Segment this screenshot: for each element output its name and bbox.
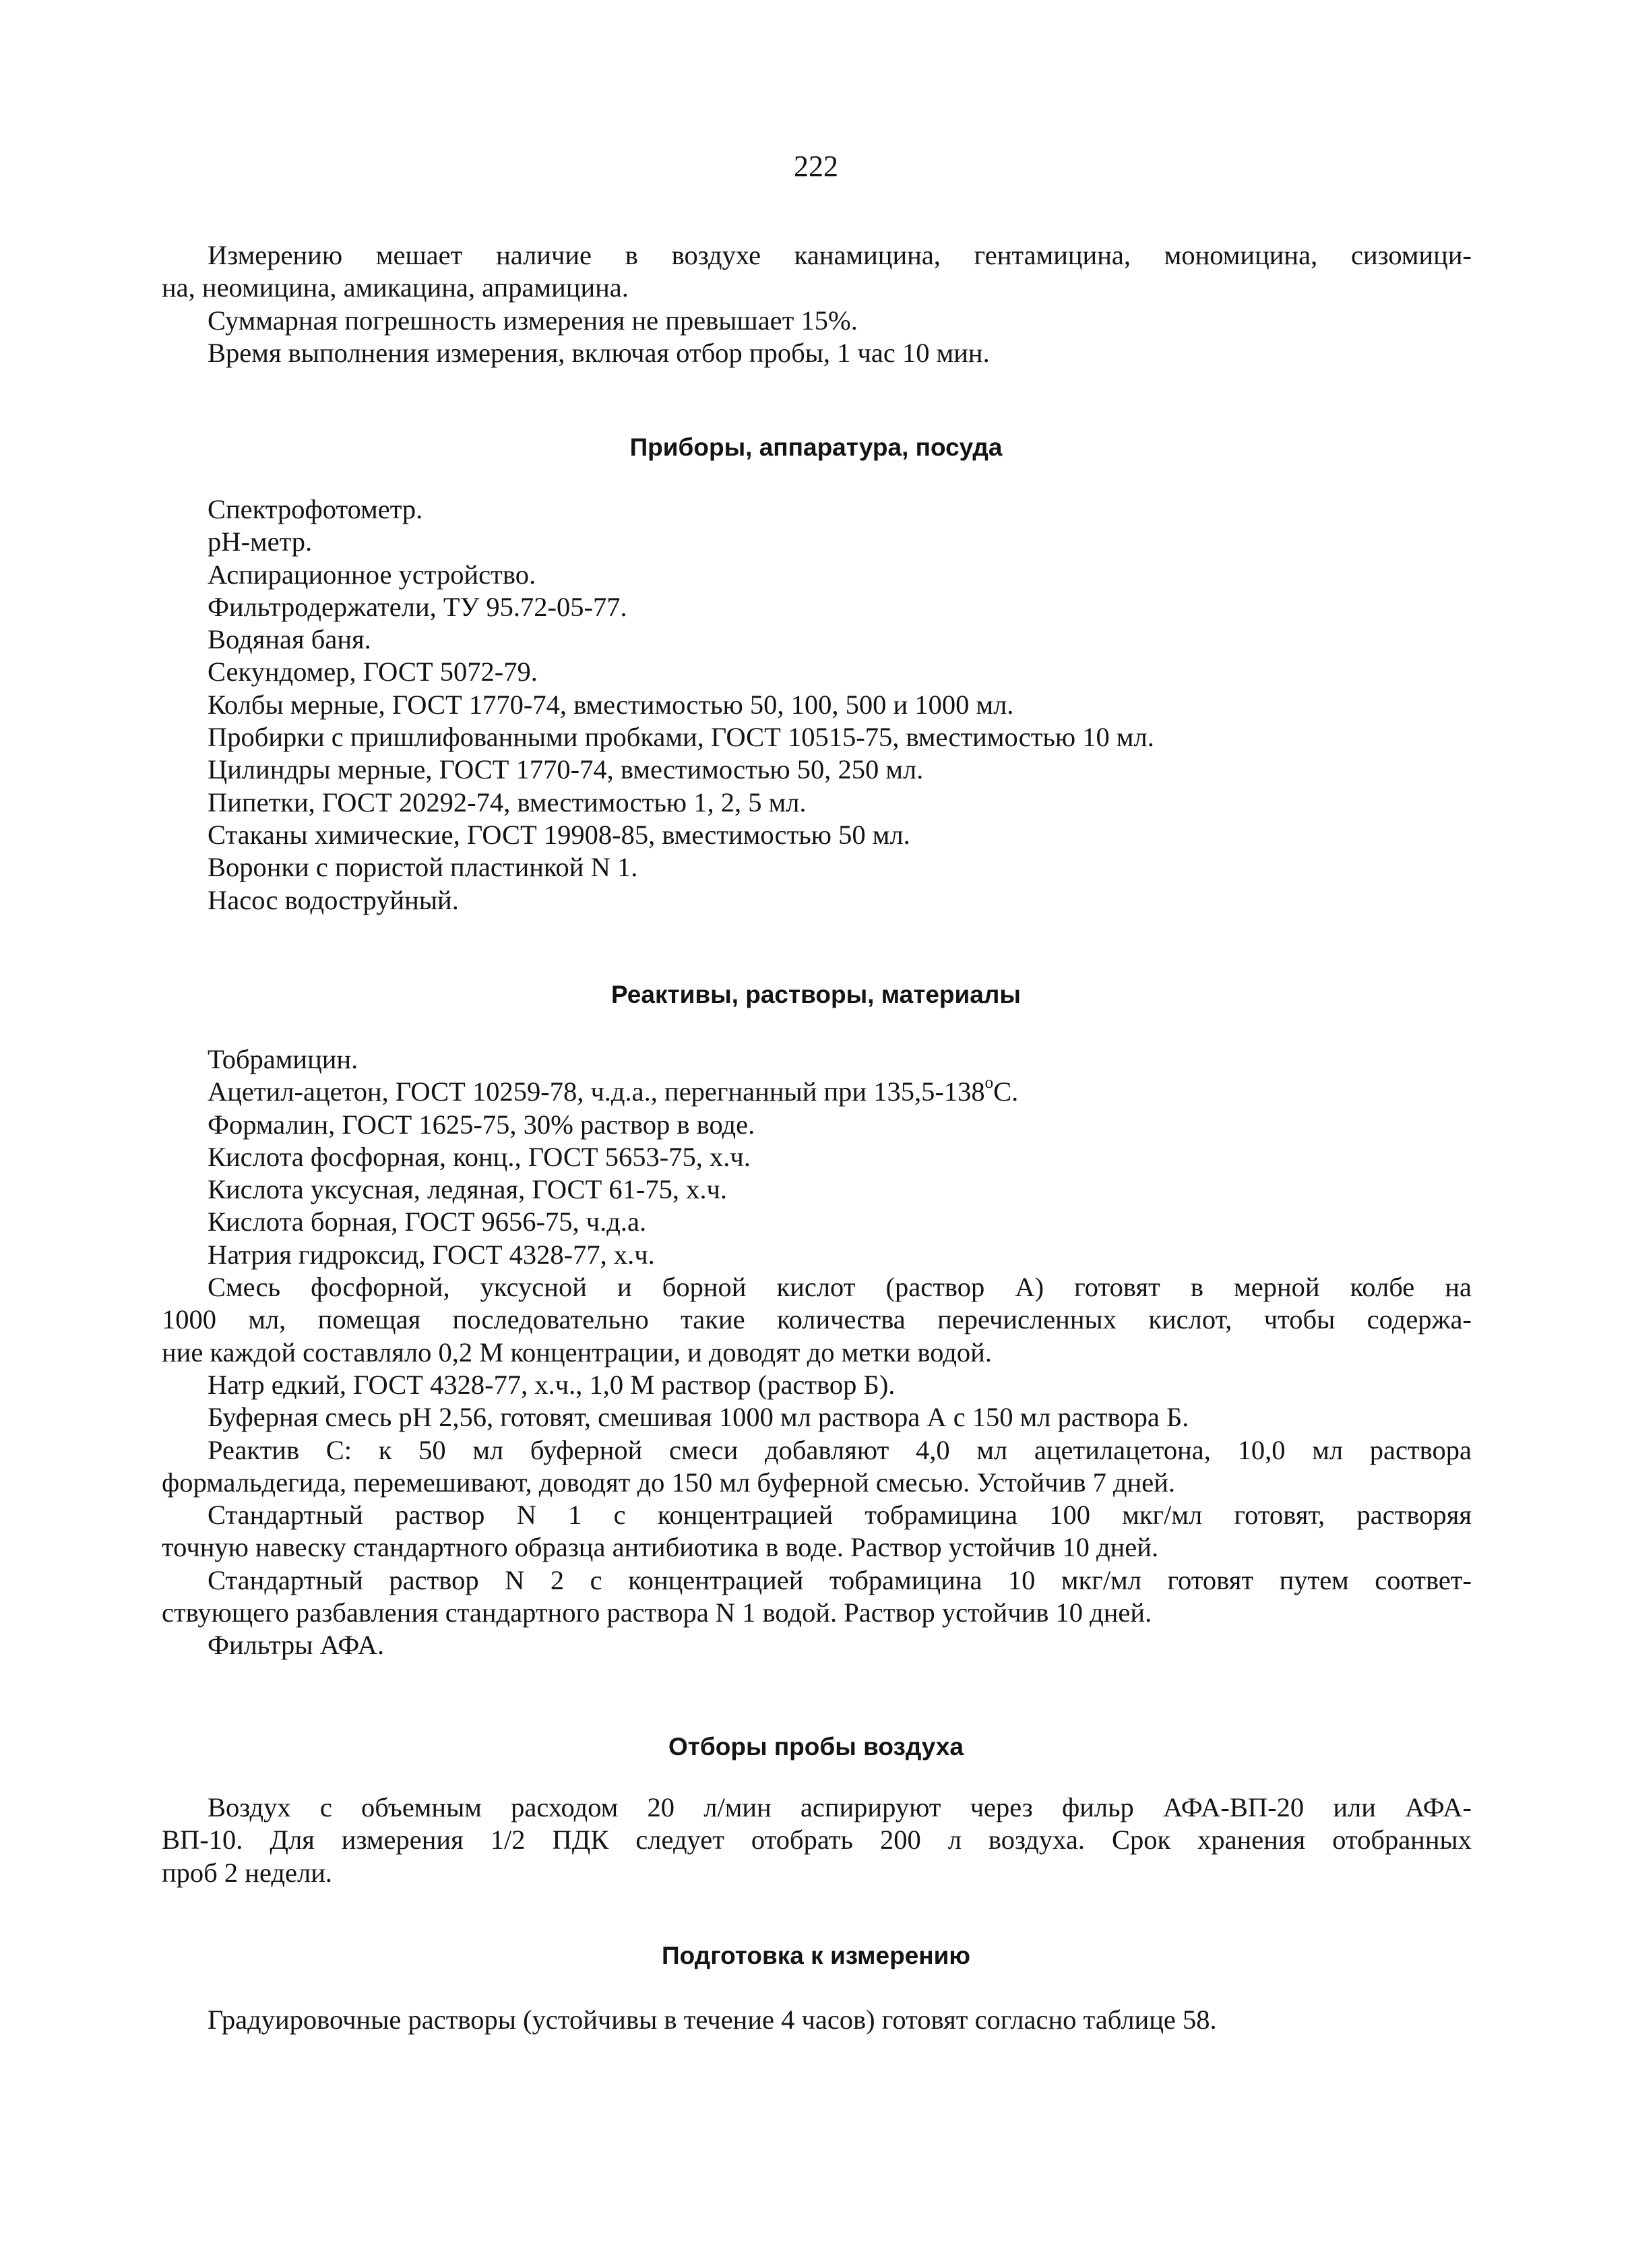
text-line: ние каждой составляло 0,2 М концентрации, и доводят до метки водой. [162,1337,992,1368]
list-item: Кислота борная, ГОСТ 9656-75, ч.д.а. [208,1206,647,1237]
list-item: Насос водоструйный. [208,884,459,915]
section-heading-sampling: Отборы пробы воздуха [668,1733,964,1760]
list-item [162,1076,1472,1108]
text-line: Стандартный раствор N 2 с концентрацией тобрамицина 10 мкг/мл готовят путем соответ- [208,1564,1472,1595]
list-item: Тобрамицин. [208,1044,358,1074]
list-item: pH-метр. [208,526,313,557]
text-line: Время выполнения измерения, включая отбор пробы, 1 час 10 мин. [208,337,990,368]
reagents-list [162,1043,1472,1662]
text-line: Натр едкий, ГОСТ 4328-77, х.ч., 1,0 М раствор (раствор Б). [208,1369,896,1400]
text-line: Градуировочные растворы (устойчивы в течение 4 часов) готовят согласно таблице 58. [208,2004,1217,2035]
preparation-text [162,2004,1472,2036]
section-heading-instruments: Приборы, аппаратура, посуда [629,433,1003,461]
list-item: Стаканы химические, ГОСТ 19908-85, вместимостью 50 мл. [208,819,910,850]
list-item: Секундомер, ГОСТ 5072-79. [208,656,538,687]
section-heading-reagents: Реактивы, растворы, материалы [611,981,1021,1008]
list-item: Кислота уксусная, ледяная, ГОСТ 61-75, х.ч. [208,1174,728,1205]
list-item: Пробирки с пришлифованными пробками, ГОСТ 10515-75, вместимостью 10 мл. [208,722,1154,753]
reagent-text: Ацетил-ацетон, ГОСТ 10259-78, ч.д.а., перегнанный при 135,5-138 [208,1076,985,1107]
text-line: ствующего разбавления стандартного раствора N 1 водой. Раствор устойчив 10 дней. [162,1597,1152,1628]
instruments-list [162,493,1472,917]
list-item: Цилиндры мерные, ГОСТ 1770-74, вместимостью 50, 250 мл. [208,754,924,785]
text-line: Измерению мешает наличие в воздухе канамицина, гентамицина, мономицина, сизомици- [208,240,1472,270]
list-item: Аспирационное устройство. [208,559,536,590]
text-line: Смесь фосфорной, уксусной и борной кислот (раствор А) готовят в мерной колбе на [208,1272,1472,1303]
list-item: Спектрофотометр. [208,494,423,524]
text-line: Суммарная погрешность измерения не превышает 15%. [208,305,858,336]
text-line: Стандартный раствор N 1 с концентрацией тобрамицина 100 мкг/мл готовят, растворяя [208,1500,1472,1531]
list-item: Натрия гидроксид, ГОСТ 4328-77, х.ч. [208,1239,655,1270]
text-line: Реактив С: к 50 мл буферной смеси добавляют 4,0 мл ацетилацетона, 10,0 мл раствора [208,1434,1472,1465]
list-item: Воронки с пористой пластинкой N 1. [208,852,638,883]
text-line: ВП-10. Для измерения 1/2 ПДК следует отобрать 200 л воздуха. Срок хранения отобранных [162,1825,1472,1856]
list-item: Водяная баня. [208,624,371,655]
list-item: Кислота фосфорная, конц., ГОСТ 5653-75, х.ч. [208,1141,751,1172]
intro-text [162,239,1472,369]
degree-sign: о [984,1074,994,1093]
text-line: Буферная смесь pH 2,56, готовят, смешивая 1000 мл раствора А с 150 мл раствора Б. [208,1402,1189,1433]
text-line: 1000 мл, помещая последовательно такие количества перечисленных кислот, чтобы содержа- [162,1304,1472,1335]
list-item: Пипетки, ГОСТ 20292-74, вместимостью 1, 2, 5 мл. [208,787,807,818]
list-item: Формалин, ГОСТ 1625-75, 30% раствор в воде. [208,1109,755,1140]
text-line: Воздух с объемным расходом 20 л/мин аспирируют через фильр АФА-ВП-20 или АФА- [208,1792,1472,1822]
sampling-text [162,1791,1472,1889]
page-number: 222 [794,150,838,183]
text-line: Фильтры АФА. [208,1630,385,1661]
text-line: формальдегида, перемешивают, доводят до 150 мл буферной смесью. Устойчив 7 дней. [162,1467,1176,1498]
text-line: точную навеску стандартного образца антибиотика в воде. Раствор устойчив 10 дней. [162,1532,1159,1563]
text-line: на, неомицина, амикацина, апрамицина. [162,272,629,303]
text-line: проб 2 недели. [162,1857,332,1888]
list-item: Фильтродержатели, ТУ 95.72-05-77. [208,591,627,622]
temperature-unit: С. [993,1076,1019,1107]
list-item: Колбы мерные, ГОСТ 1770-74, вместимостью 50, 100, 500 и 1000 мл. [208,689,1014,720]
section-heading-preparation: Подготовка к измерению [662,1942,970,1969]
